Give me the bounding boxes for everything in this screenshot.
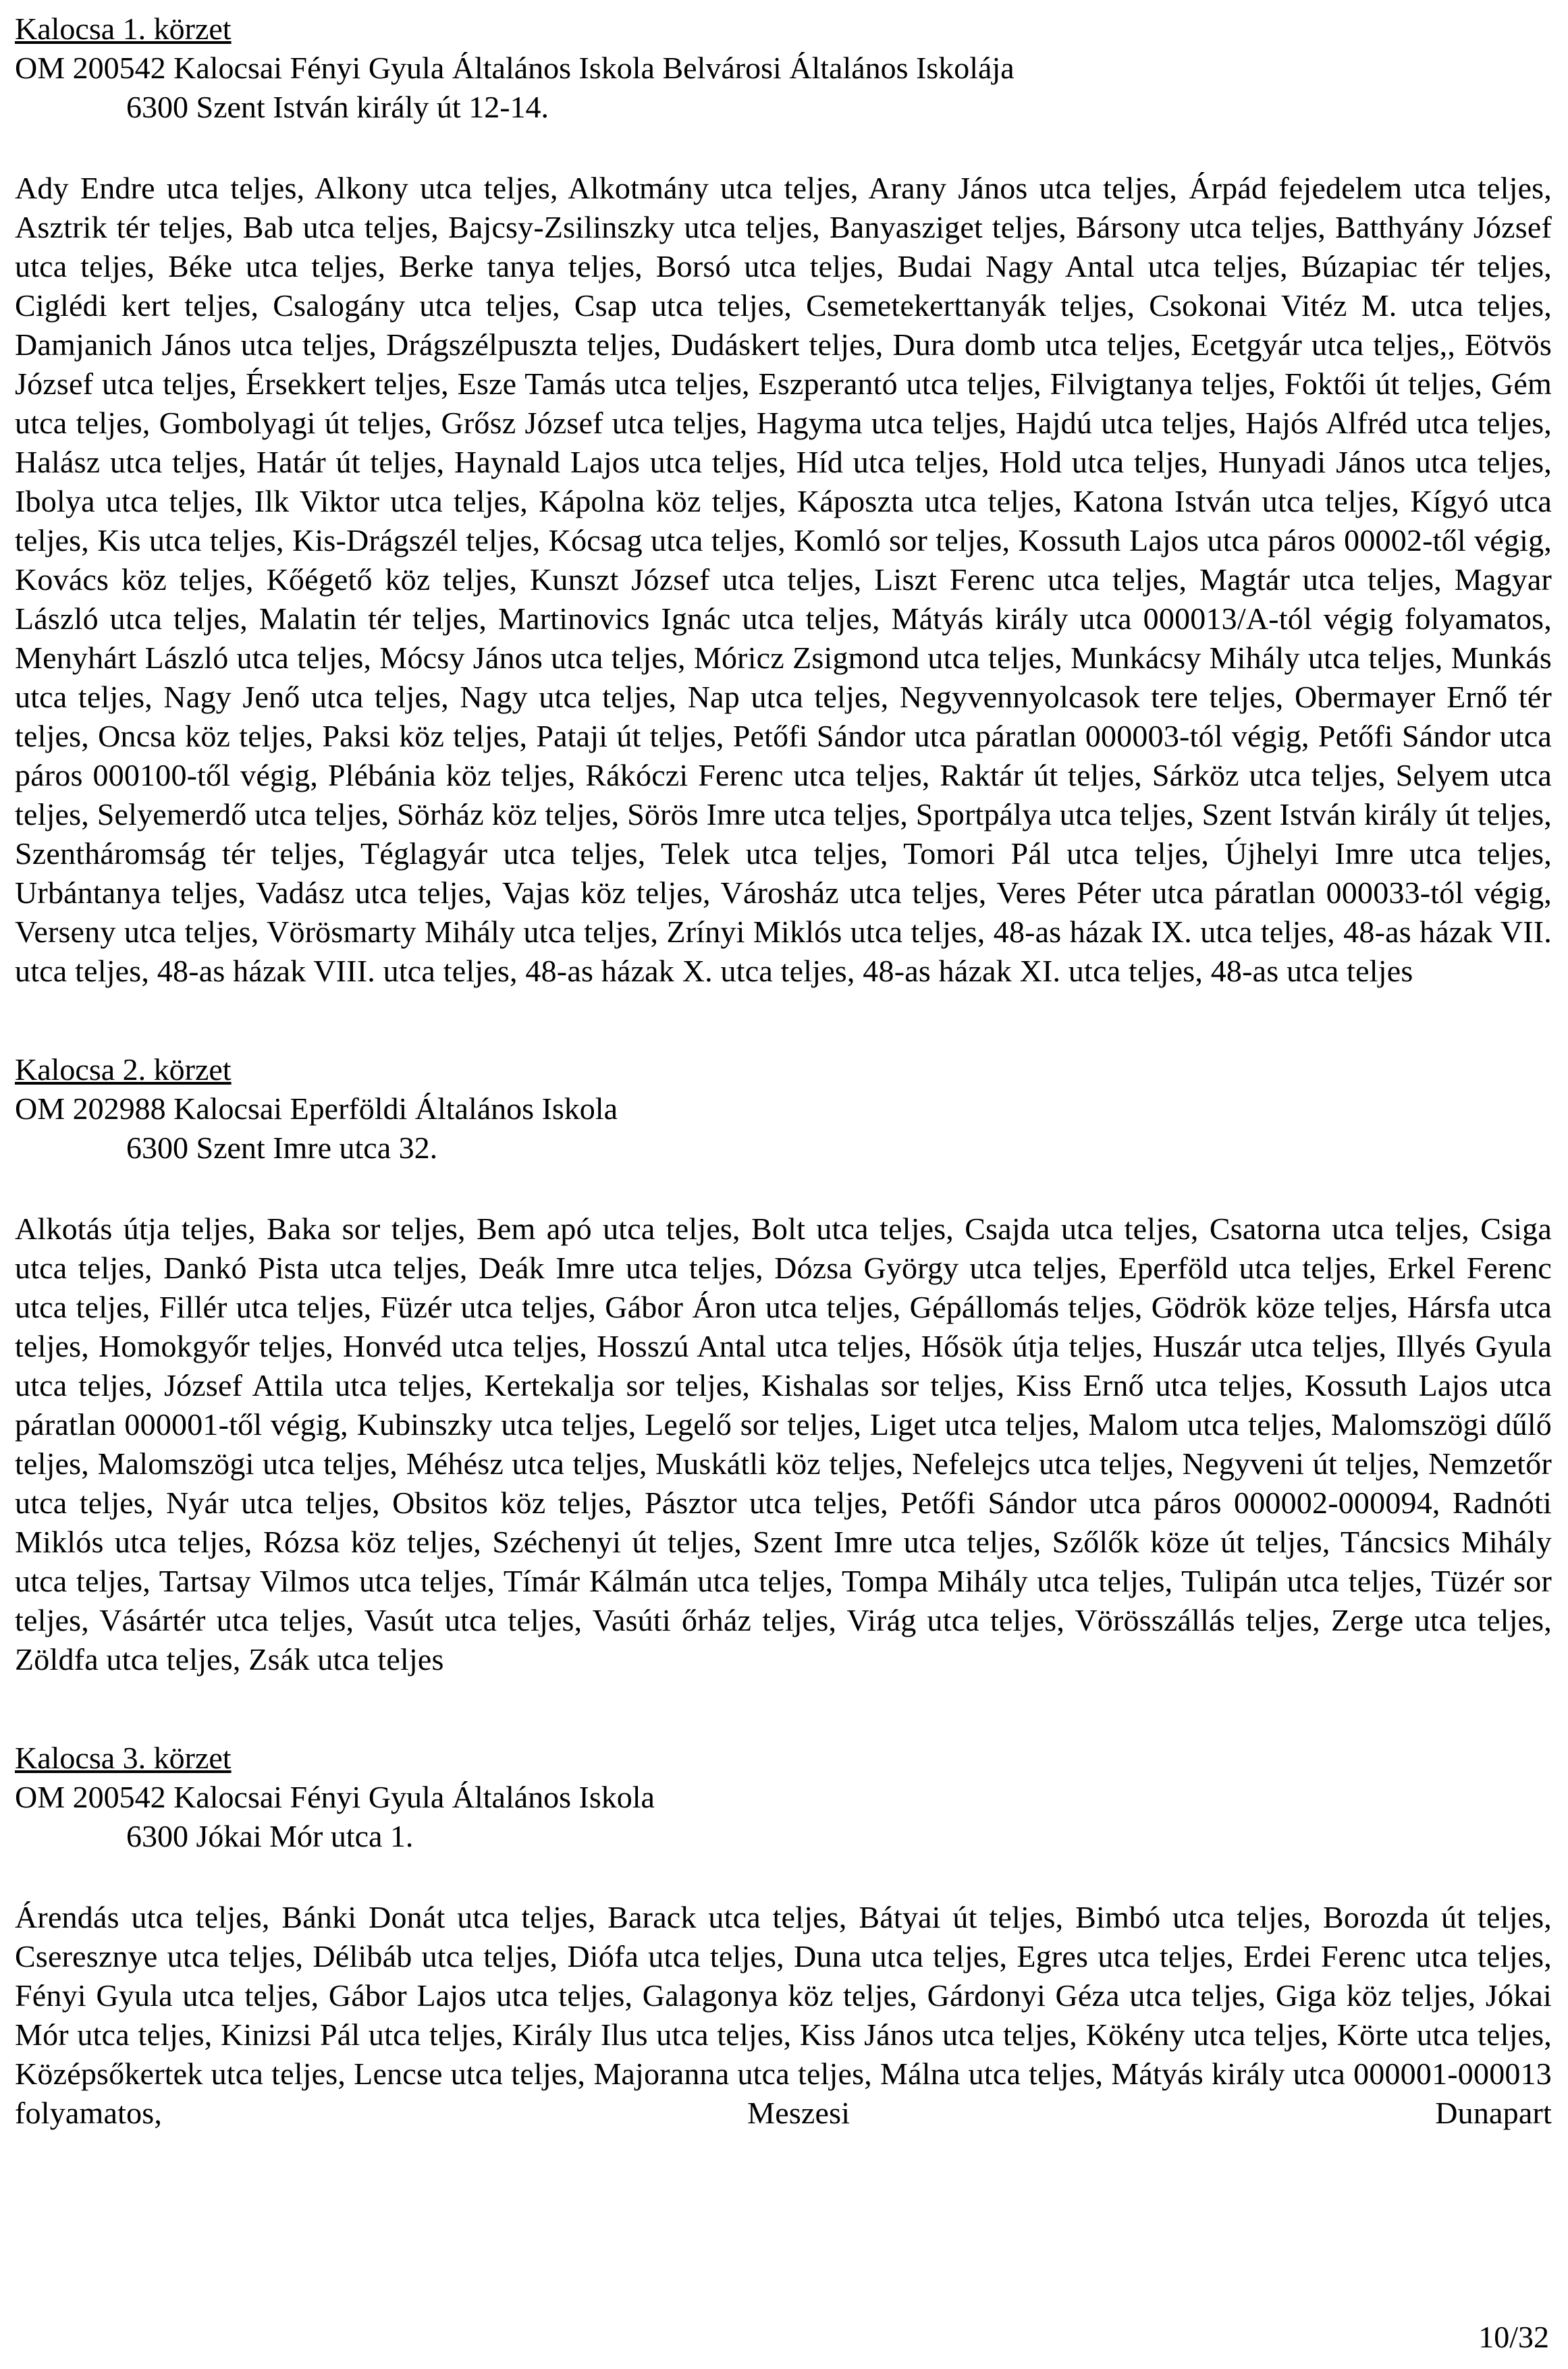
streets-paragraph: Ady Endre utca teljes, Alkony utca teljes, Alkotmány utca teljes, Arany János utca teljes, Árpád fejedelem utca teljes, Asztrik tér teljes, Bab utca teljes, Bajcsy-Zsilinszky utca teljes, Banyasziget teljes, Bársony utca teljes, Batthyány József utca teljes, Béke utca teljes, Berke tanya teljes, Borsó utca teljes, Budai Nagy Antal utca teljes, Búzapiac tér teljes, Ciglédi kert teljes, Csalogány utca teljes, Csap utca teljes, Csemetekerttanyák teljes, Csokonai Vitéz M. utca teljes, Damjanich János utca teljes, Drágszélpuszta teljes, Dudáskert teljes, Dura domb utca teljes, Ecetgyár utca teljes,, Eötvös József utca teljes, Érsekkert teljes, Esze Tamás utca teljes, Eszperantó utca teljes, Filvigtanya teljes, Foktői út teljes, Gém utca teljes, Gombolyagi út teljes, Grősz József utca teljes, Hagyma utca teljes, Hajdú utca teljes, Hajós Alfréd utca teljes, Halász utca teljes, Határ út teljes, Haynald Lajos utca teljes, Híd utca teljes, Hold utca teljes, Hunyadi János utca teljes, Ibolya utca teljes, Ilk Viktor utca teljes, Kápolna köz teljes, Káposzta utca teljes, Katona István utca teljes, Kígyó utca teljes, Kis utca teljes, Kis-Drágszél teljes, Kócsag utca teljes, Komló sor teljes, Kossuth Lajos utca páros 00002-től végig, Kovács köz teljes, Kőégető köz teljes, Kunszt József utca teljes, Liszt Ferenc utca teljes, Magtár utca teljes, Magyar László utca teljes, Malatin tér teljes, Martinovics Ignác utca teljes, Mátyás király utca 000013/A-tól végig folyamatos, Menyhárt László utca teljes, Mócsy János utca teljes, Móricz Zsigmond utca teljes, Munkácsy Mihály utca teljes, Munkás utca teljes, Nagy Jenő utca teljes, Nagy utca teljes, Nap utca teljes, Negyvennyolcasok tere teljes, Obermayer Ernő tér teljes, Oncsa köz teljes, Paksi köz teljes, Pataji út teljes, Petőfi Sándor utca páratlan 000003-tól végig, Petőfi Sándor utca páros 000100-től végig, Plébánia köz teljes, Rákóczi Ferenc utca teljes, Raktár út teljes, Sárköz utca teljes, Selyem utca teljes, Selyemerdő utca teljes, Sörház köz teljes, Sörös Imre utca teljes, Sportpálya utca teljes, Szent István király út teljes, Szentháromság tér teljes, Téglagyár utca teljes, Telek utca teljes, Tomori Pál utca teljes, Újhelyi Imre utca teljes, Urbántanya teljes, Vadász utca teljes, Vajas köz teljes, Városház utca teljes, Veres Péter utca páratlan 000033-tól végig, Verseny utca teljes, Vörösmarty Mihály utca teljes, Zrínyi Miklós utca teljes, 48-as házak IX. utca teljes, 48-as házak VII. utca teljes, 48-as házak VIII. utca teljes, 48-as házak X. utca teljes, 48-as házak XI. utca teljes, 48-as utca teljes	[15, 171, 1552, 988]
district-section-2	[15, 1050, 1552, 1679]
school-address-line: 6300 Szent Imre utca 32.	[126, 1131, 438, 1165]
streets-paragraph: Árendás utca teljes, Bánki Donát utca teljes, Barack utca teljes, Bátyai út teljes, Bimbó utca teljes, Borozda út teljes, Cseresznye utca teljes, Délibáb utca teljes, Diófa utca teljes, Duna utca teljes, Egres utca teljes, Erdei Ferenc utca teljes, Fényi Gyula utca teljes, Gábor Lajos utca teljes, Galagonya köz teljes, Gárdonyi Géza utca teljes, Giga köz teljes, Jókai Mór utca teljes, Kinizsi Pál utca teljes, Király Ilus utca teljes, Kiss János utca teljes, Kökény utca teljes, Körte utca teljes, Középsőkertek utca teljes, Lencse utca teljes, Majoranna utca teljes, Málna utca teljes, Mátyás király utca 000001-000013 folyamatos, Meszesi Dunapart	[15, 1900, 1552, 2130]
district-heading: Kalocsa 2. körzet	[15, 1052, 232, 1087]
district-section-3	[15, 1739, 1552, 2133]
district-heading: Kalocsa 3. körzet	[15, 1741, 232, 1775]
streets-paragraph: Alkotás útja teljes, Baka sor teljes, Bem apó utca teljes, Bolt utca teljes, Csajda utca teljes, Csatorna utca teljes, Csiga utca teljes, Dankó Pista utca teljes, Deák Imre utca teljes, Dózsa György utca teljes, Eperföld utca teljes, Erkel Ferenc utca teljes, Fillér utca teljes, Füzér utca teljes, Gábor Áron utca teljes, Gépállomás teljes, Gödrök köze teljes, Hársfa utca teljes, Homokgyőr teljes, Honvéd utca teljes, Hosszú Antal utca teljes, Hősök útja teljes, Huszár utca teljes, Illyés Gyula utca teljes, József Attila utca teljes, Kertekalja sor teljes, Kishalas sor teljes, Kiss Ernő utca teljes, Kossuth Lajos utca páratlan 000001-től végig, Kubinszky utca teljes, Legelő sor teljes, Liget utca teljes, Malom utca teljes, Malomszögi dűlő teljes, Malomszögi utca teljes, Méhész utca teljes, Muskátli köz teljes, Nefelejcs utca teljes, Negyveni út teljes, Nemzetőr utca teljes, Nyár utca teljes, Obsitos köz teljes, Pásztor utca teljes, Petőfi Sándor utca páros 000002-000094, Radnóti Miklós utca teljes, Rózsa köz teljes, Széchenyi út teljes, Szent Imre utca teljes, Szőlők köze út teljes, Táncsics Mihály utca teljes, Tartsay Vilmos utca teljes, Tímár Kálmán utca teljes, Tompa Mihály utca teljes, Tulipán utca teljes, Tüzér sor teljes, Vásártér utca teljes, Vasút utca teljes, Vasúti őrház teljes, Virág utca teljes, Vörösszállás teljes, Zerge utca teljes, Zöldfa utca teljes, Zsák utca teljes	[15, 1211, 1552, 1677]
page-number: 10/32	[1478, 2320, 1549, 2354]
school-name-line: OM 200542 Kalocsai Fényi Gyula Általános Iskola Belvárosi Általános Iskolája	[15, 51, 1015, 85]
school-name-line: OM 200542 Kalocsai Fényi Gyula Általános Iskola	[15, 1780, 655, 1814]
school-name-line: OM 202988 Kalocsai Eperföldi Általános Iskola	[15, 1091, 618, 1126]
district-heading: Kalocsa 1. körzet	[15, 11, 232, 46]
school-address-line: 6300 Szent István király út 12-14.	[126, 90, 549, 124]
district-section-1	[15, 9, 1552, 991]
school-address-line: 6300 Jókai Mór utca 1.	[126, 1819, 414, 1853]
